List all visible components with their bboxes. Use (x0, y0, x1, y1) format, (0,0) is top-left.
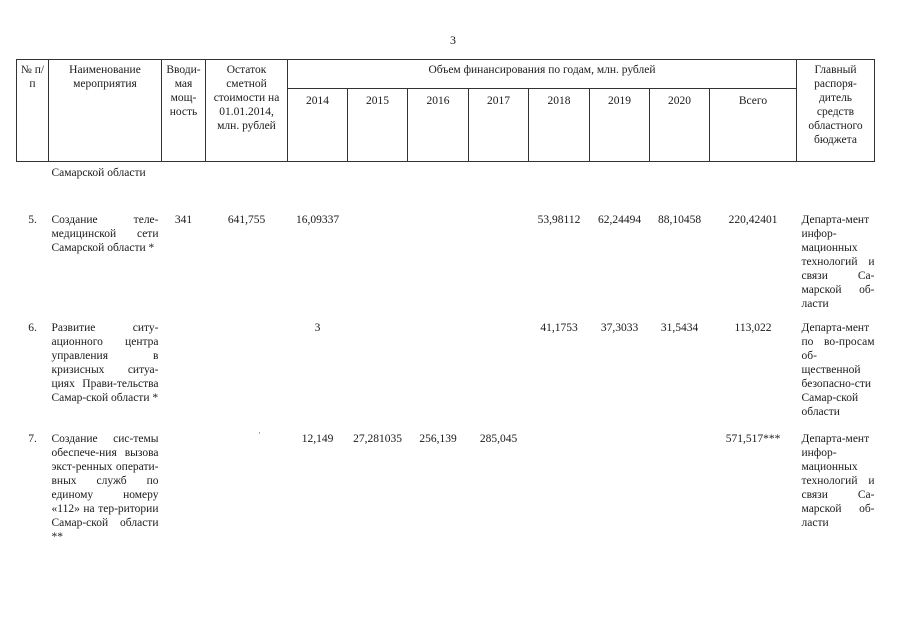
row-year-value (469, 204, 529, 318)
table-row (17, 204, 875, 318)
row-year-value: 3 (314, 322, 321, 334)
header-remaining: Остаток сметной стоимости на 01.01.2014, млн. рублей (206, 60, 288, 162)
row-manager: Департа-мент инфор-мационных технологий и связи Са-марской об-ласти (801, 214, 875, 310)
row-year-value: 27,281035 (353, 433, 402, 445)
header-name: Наименование мероприятия (49, 60, 162, 162)
row-year-value: 285,045 (479, 433, 518, 445)
header-year: 2014 (288, 89, 348, 162)
row-remaining (206, 318, 288, 429)
row-year-value: 256,139 (419, 433, 457, 445)
row-total: 220,42401 (728, 214, 778, 226)
row-year-value: 37,3033 (600, 322, 639, 334)
row-year-value: 53,98112 (537, 214, 581, 226)
row-total: 571,517*** (725, 433, 781, 445)
header-year: 2015 (348, 89, 408, 162)
row-year-value (348, 318, 408, 429)
header-capacity: Вводи-мая мощ-ность (162, 60, 206, 162)
row-manager: Департа-мент инфор-мационных технологий и связи Са-марской об-ласти (801, 433, 875, 529)
row-year-value: 88,10458 (657, 214, 702, 226)
table-header (17, 60, 875, 162)
table-row-continuation (17, 162, 875, 205)
row-year-value (469, 318, 529, 429)
row-num: 7. (28, 433, 37, 445)
row-year-value: 62,24494 (597, 214, 642, 226)
funding-table (16, 59, 875, 567)
header-year: 2017 (469, 89, 529, 162)
row-num: 5. (28, 214, 37, 226)
row-year-value (529, 429, 590, 567)
row-name: Создание сис-темы обеспече-ния вызова экст-ренных операти-вных служб по единому номеру «112» на тер-ритории Самар-ской области ** (51, 433, 159, 543)
row-capacity (162, 318, 206, 429)
table-row (17, 318, 875, 429)
row-year-value (650, 429, 710, 567)
header-total: Всего (710, 89, 797, 162)
row-remaining: 641,755 (227, 214, 266, 226)
row-manager: Департа-мент по во-просам об-щественной безопасно-сти Самар-ской области (801, 322, 875, 418)
row-capacity (162, 429, 206, 567)
header-year: 2020 (650, 89, 710, 162)
scan-speck: · (258, 428, 261, 438)
row-year-value (348, 204, 408, 318)
row-year-value: 12,149 (301, 433, 334, 445)
row-capacity: 341 (174, 214, 193, 226)
page-number: 3 (450, 33, 456, 47)
row-year-value: 16,09337 (295, 214, 340, 226)
header-year: 2019 (590, 89, 650, 162)
header-year: 2016 (408, 89, 469, 162)
row-year-value (590, 429, 650, 567)
table-row (17, 429, 875, 567)
header-funding: Объем финансирования по годам, млн. рублей (288, 60, 797, 89)
row-year-value: 41,1753 (540, 322, 578, 334)
row-remaining (206, 429, 288, 567)
header-year: 2018 (529, 89, 590, 162)
row-year-value: 31,5434 (660, 322, 699, 334)
row-total: 113,022 (734, 322, 772, 334)
row-name: Самарской области (51, 167, 146, 179)
header-manager: Главный распоря-дитель средств областного бюджета (797, 60, 875, 162)
row-num: 6. (28, 322, 37, 334)
row-name: Создание теле-медицинской сети Самарской области * (51, 214, 159, 254)
row-year-value (408, 318, 469, 429)
header-num: № п/п (17, 60, 49, 162)
row-year-value (408, 204, 469, 318)
row-name: Развитие ситу-ационного центра управления в кризисных ситуа-циях Прави-тельства Самар-ской области * (51, 322, 159, 404)
